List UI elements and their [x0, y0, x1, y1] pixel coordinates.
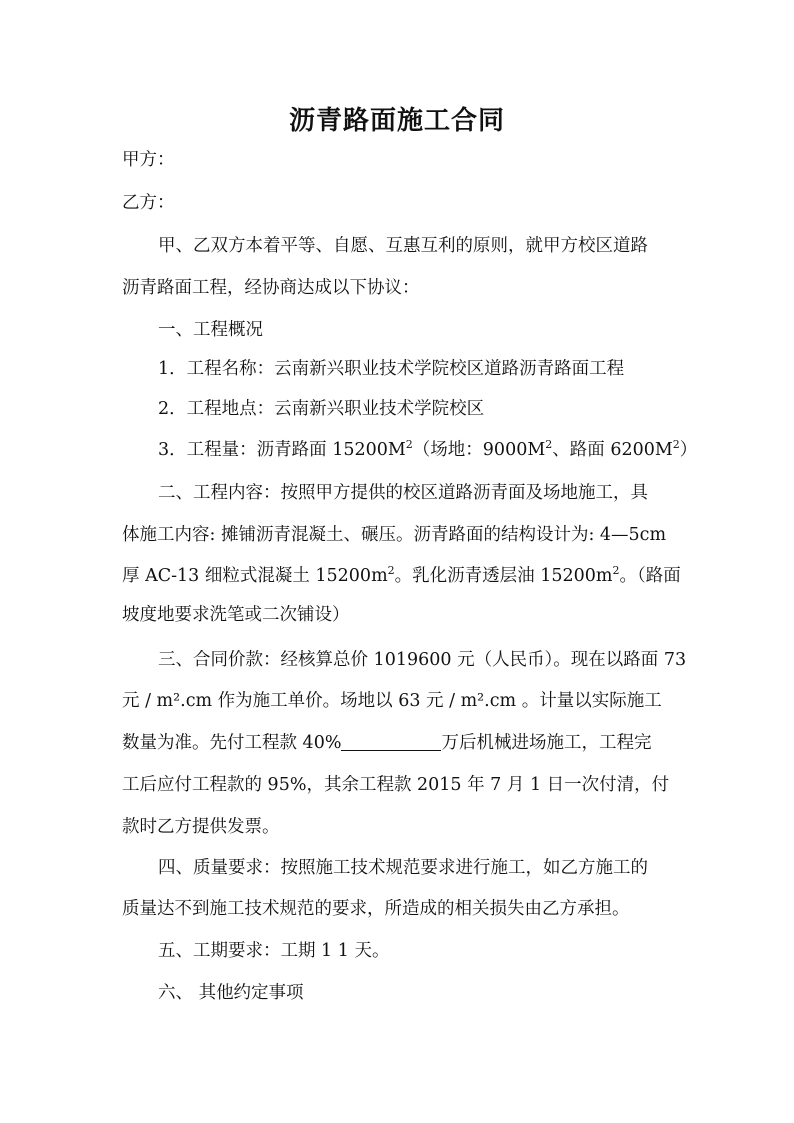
project-quantity-item [158, 438, 758, 462]
intro-line-2: 沥青路面工程，经协商达成以下协议： [122, 278, 420, 298]
section-2-line-3-b: 。乳化沥青透层油 15200m [394, 566, 613, 586]
fill-in-blank[interactable] [341, 732, 441, 751]
section-3-line-3-a: 数量为准。先付工程款 40% [122, 733, 342, 753]
section-3-line-3 [122, 731, 722, 755]
superscript-2: 2 [672, 438, 680, 451]
quantity-text-b: （场地：9000M [412, 440, 546, 460]
quantity-text-a: 3．工程量：沥青路面 15200M [158, 440, 406, 460]
section-2-line-4: 坡度地要求洗笔或二次铺设） [122, 605, 350, 625]
section-2-line-2: 体施工内容: 摊铺沥青混凝土、碾压。沥青路面的结构设计为: 4—5cm [122, 525, 667, 545]
section-3-line-1: 三、合同价款：经核算总价 1019600 元（人民币）。现在以路面 73 [158, 650, 687, 670]
section-3-line-3-b: 万后机械进场施工，工程完 [441, 733, 652, 753]
superscript-2: 2 [405, 438, 413, 451]
section-5-line: 五、工期要求：工期 1 1 天。 [158, 941, 390, 961]
section-2-line-3-c: 。（路面 [619, 566, 681, 586]
section-4-line-2: 质量达不到施工技术规范的要求，所造成的相关损失由乙方承担。 [122, 899, 630, 919]
quantity-text-c: 、路面 6200M [552, 440, 673, 460]
quantity-text-d: ） [679, 440, 698, 460]
section-2-line-3 [122, 564, 722, 588]
superscript-2: 2 [612, 564, 620, 577]
section-6-heading: 六、 其他约定事项 [158, 983, 304, 1003]
superscript-2: 2 [387, 564, 395, 577]
section-2-line-3-a: 厚 AC-13 细粒式混凝土 15200m [122, 566, 388, 586]
party-b-label: 乙方： [122, 193, 175, 213]
section-3-line-4: 工后应付工程款的 95%，其余工程款 2015 年 7 月 1 日一次付清，付 [122, 775, 670, 795]
project-location-item: 2．工程地点：云南新兴职业技术学院校区 [158, 399, 485, 419]
document-title: 沥青路面施工合同 [288, 106, 505, 136]
project-name-item: 1．工程名称：云南新兴职业技术学院校区道路沥青路面工程 [158, 359, 625, 379]
section-3-line-5: 款时乙方提供发票。 [122, 817, 280, 837]
section-2-line-1: 二、工程内容：按照甲方提供的校区道路沥青面及场地施工，具 [158, 483, 648, 503]
party-a-label: 甲方： [122, 150, 175, 170]
section-1-heading: 一、工程概况 [158, 320, 263, 340]
superscript-2: 2 [545, 438, 553, 451]
section-3-line-2: 元 / m².cm 作为施工单价。场地以 63 元 / m².cm 。计量以实际施工 [122, 691, 662, 711]
intro-line-1: 甲、乙双方本着平等、自愿、互惠互利的原则，就甲方校区道路 [158, 236, 648, 256]
section-4-line-1: 四、质量要求：按照施工技术规范要求进行施工，如乙方施工的 [158, 858, 648, 878]
